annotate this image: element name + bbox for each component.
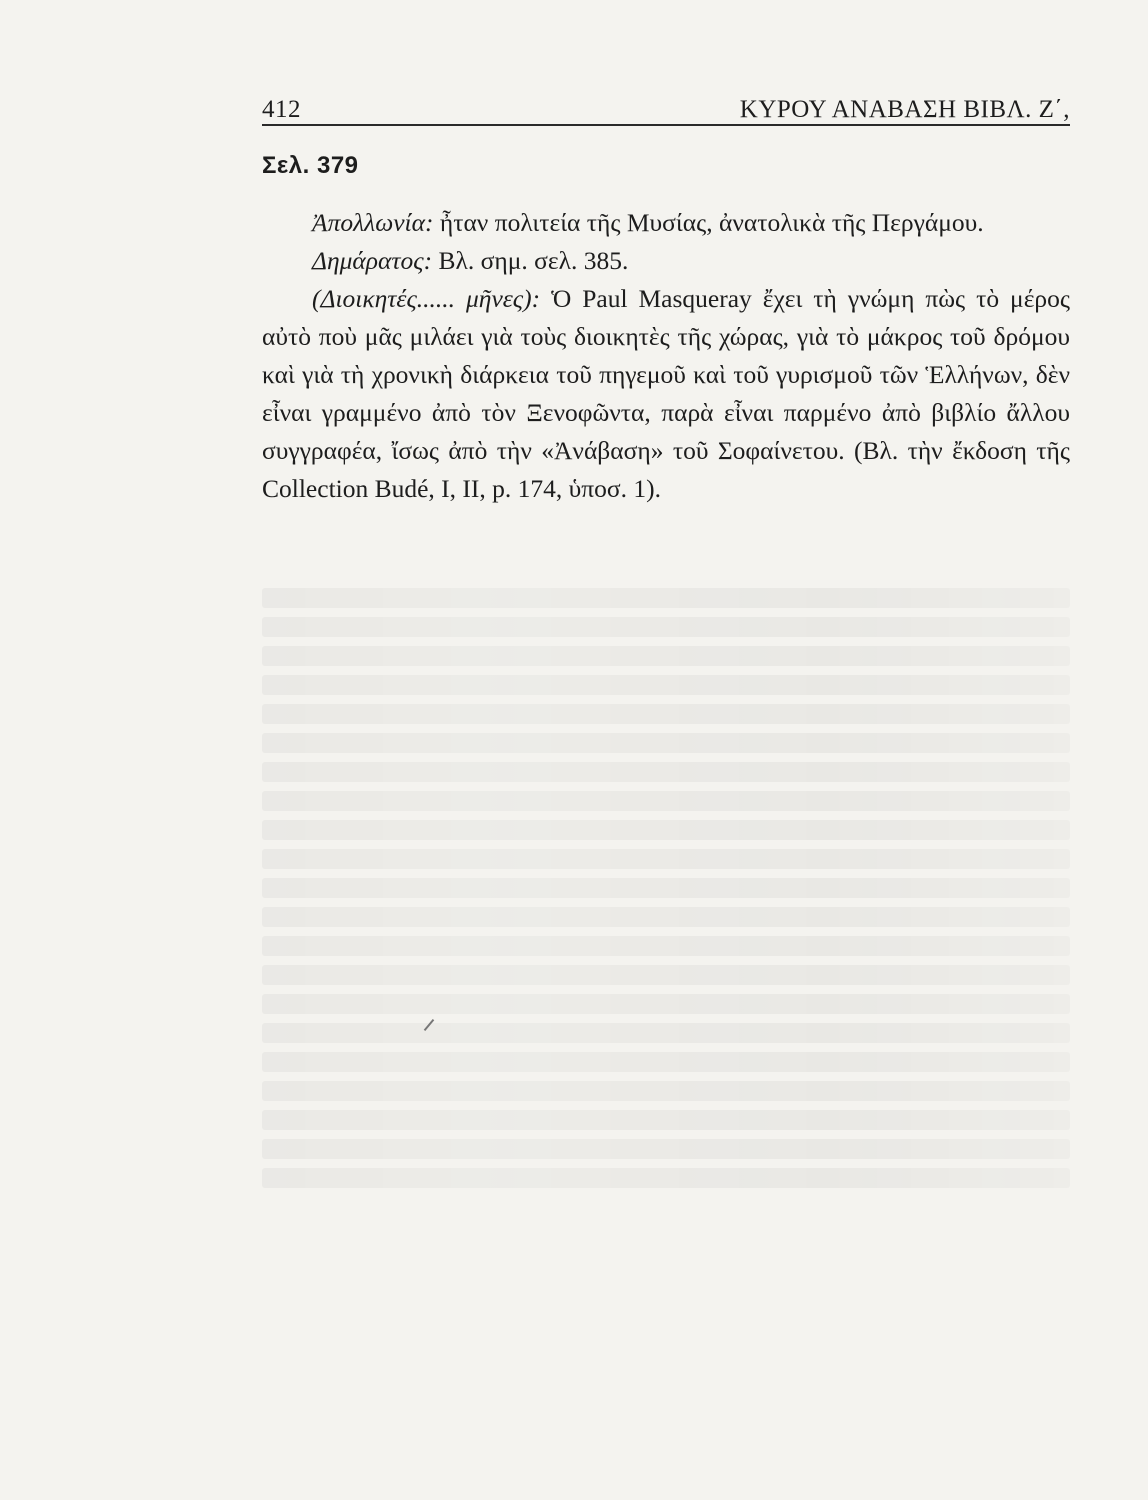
running-header — [262, 84, 1070, 124]
reverse-page-show-through — [262, 580, 1070, 1400]
note-term: (Διοικητές...... μῆνες): — [312, 284, 541, 313]
note-term: Ἀπολλωνία: — [312, 208, 434, 237]
note-text: ἦταν πολιτεία τῆς Μυσίας, ἀνατολικὰ τῆς Περγάμου. — [433, 208, 984, 237]
note-text: Ὁ Paul Masqueray ἔχει τὴ γνώμη πὼς τὸ μέρος αὐτὸ ποὺ μᾶς μιλάει γιὰ τοὺς διοικητὲς τῆς χώρας, γιὰ τὸ μάκρος τοῦ δρόμου καὶ γιὰ τὴ χρονικὴ διάρκεια τοῦ πηγεμοῦ καὶ τοῦ γυρισμοῦ τῶν Ἑλλήνων, δὲν εἶναι γραμμένο ἀπὸ τὸν Ξενοφῶντα, παρὰ εἶναι παρμένο ἀπὸ βιβλίο ἄλλου συγγραφέα, ἴσως ἀπὸ τὴν «Ἀνάβαση» τοῦ Σοφαίνετου. (Βλ. τὴν ἔκδοση τῆς Collection Budé, I, II, p. 174, ὑποσ. 1). — [262, 284, 1070, 503]
note-paragraph-demaratos — [262, 242, 1070, 280]
section-heading: Σελ. 379 — [262, 152, 359, 179]
note-paragraph-apollonia — [262, 204, 1070, 242]
note-term: Δημάρατος: — [312, 246, 433, 275]
notes-body — [262, 204, 1070, 508]
page-number: 412 — [262, 96, 301, 123]
note-paragraph-governors — [262, 280, 1070, 508]
header-rule — [262, 124, 1070, 126]
note-text: Βλ. σημ. σελ. 385. — [432, 246, 629, 275]
running-title: ΚΥΡΟΥ ΑΝΑΒΑΣΗ ΒΙΒΛ. Ζ΄, — [739, 96, 1070, 123]
